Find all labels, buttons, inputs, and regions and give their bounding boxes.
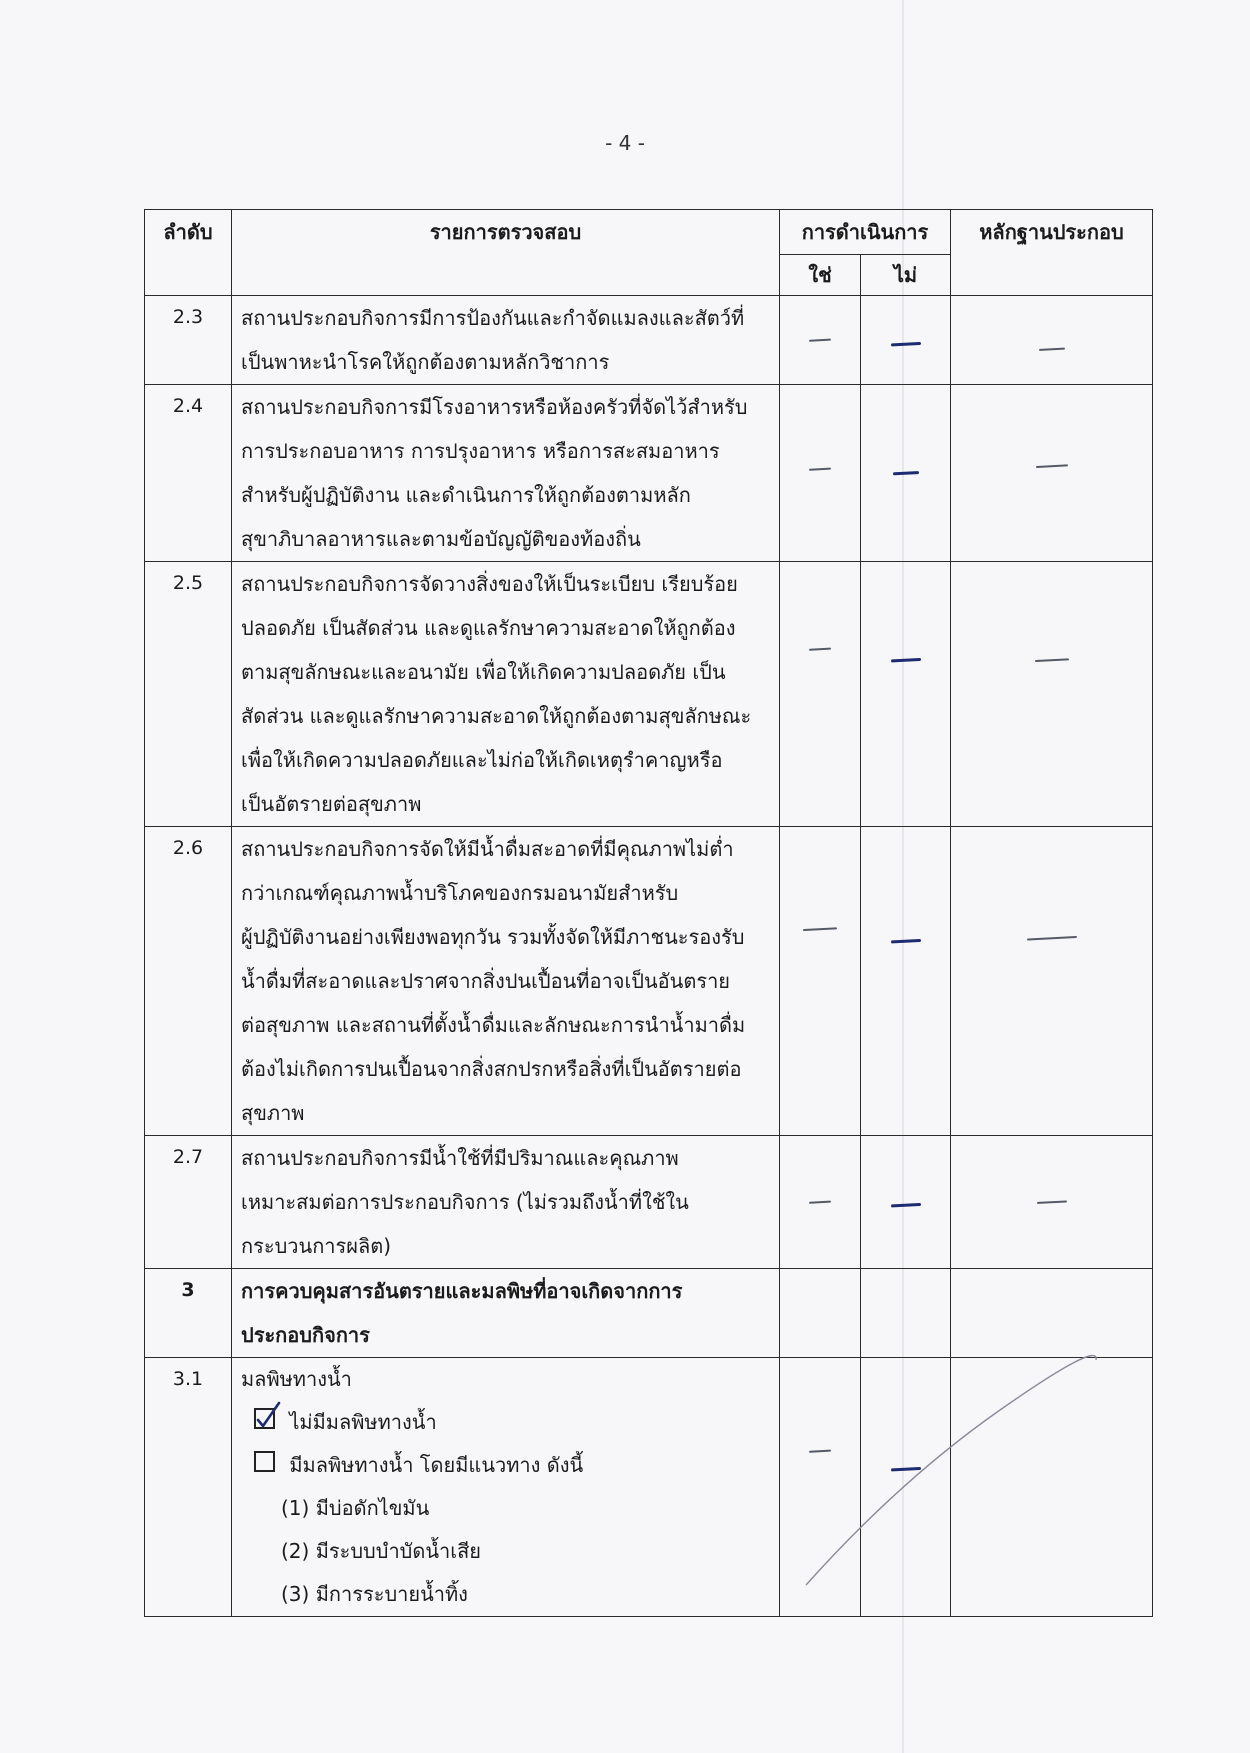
desc-line: กว่าเกณฑ์คุณภาพน้ำบริโภคของกรมอนามัยสำหรับ [241,881,679,905]
desc-line: สถานประกอบกิจการจัดให้มีน้ำดื่มสะอาดที่มีคุณภาพไม่ต่ำ [241,837,734,861]
desc-line: ต้องไม่เกิดการปนเปื้อนจากสิ่งสกปรกหรือสิ่งที่เป็นอัตรายต่อ [241,1057,742,1081]
row-number: 2.7 [145,1136,232,1269]
desc-line: เป็นอัตรายต่อสุขภาพ [241,792,422,816]
desc-line: สถานประกอบกิจการมีการป้องกันและกำจัดแมลงและสัตว์ที่ [241,306,745,330]
desc-line: การควบคุมสารอันตรายและมลพิษที่อาจเกิดจากการ [241,1279,683,1303]
row-number: 2.4 [145,385,232,562]
sub-item: (3) มีการระบายน้ำทิ้ง [281,1582,468,1606]
page-number: - 4 - [605,131,645,155]
desc-line: สุขาภิบาลอาหารและตามข้อบัญญัติของท้องถิ่น [241,527,641,551]
row-number: 2.3 [145,296,232,385]
option-label: มีมลพิษทางน้ำ โดยมีแนวทาง ดังนี้ [289,1453,584,1477]
row-number: 3.1 [145,1358,232,1617]
desc-line: สัดส่วน และดูแลรักษาความสะอาดให้ถูกต้องตามสุขลักษณะ [241,704,752,728]
desc-line: สถานประกอบกิจการมีน้ำใช้ที่มีปริมาณและคุณภาพ [241,1146,679,1170]
section-title: มลพิษทางน้ำ [241,1367,352,1391]
option-label: ไม่มีมลพิษทางน้ำ [289,1410,437,1434]
row-number: 3 [145,1269,232,1358]
desc-line: ประกอบกิจการ [241,1323,370,1347]
desc-line: ตามสุขลักษณะและอนามัย เพื่อให้เกิดความปลอดภัย เป็น [241,660,726,684]
header-yes: ใช่ [780,255,861,296]
desc-line: การประกอบอาหาร การปรุงอาหาร หรือการสะสมอาหาร [241,439,720,463]
header-order: ลำดับ [145,210,232,296]
desc-line: เหมาะสมต่อการประกอบกิจการ (ไม่รวมถึงน้ำที่ใช้ใน [241,1190,689,1214]
desc-line: เป็นพาหะนำโรคให้ถูกต้องตามหลักวิชาการ [241,350,610,374]
desc-line: กระบวนการผลิต) [241,1234,392,1258]
desc-line: ปลอดภัย เป็นสัดส่วน และดูแลรักษาความสะอาดให้ถูกต้อง [241,616,736,640]
desc-line: สถานประกอบกิจการจัดวางสิ่งของให้เป็นระเบียบ เรียบร้อย [241,572,738,596]
sub-item: (1) มีบ่อดักไขมัน [281,1496,430,1520]
header-no: ไม่ [861,255,951,296]
desc-line: สถานประกอบกิจการมีโรงอาหารหรือห้องครัวที่จัดไว้สำหรับ [241,395,748,419]
header-operation: การดำเนินการ [780,210,951,255]
sub-item: (2) มีระบบบำบัดน้ำเสีย [281,1539,482,1563]
header-evidence: หลักฐานประกอบ [951,210,1153,296]
desc-line: สุขภาพ [241,1101,305,1125]
desc-line: สำหรับผู้ปฏิบัติงาน และดำเนินการให้ถูกต้องตามหลัก [241,483,691,507]
desc-line: น้ำดื่มที่สะอาดและปราศจากสิ่งปนเปื้อนที่อาจเป็นอันตราย [241,969,731,993]
row-number: 2.6 [145,827,232,1136]
desc-line: ต่อสุขภาพ และสถานที่ตั้งน้ำดื่มและลักษณะการนำน้ำมาดื่ม [241,1013,746,1037]
desc-line: เพื่อให้เกิดความปลอดภัยและไม่ก่อให้เกิดเหตุรำคาญหรือ [241,748,723,772]
row-number: 2.5 [145,562,232,827]
header-items: รายการตรวจสอบ [232,210,780,296]
desc-line: ผู้ปฏิบัติงานอย่างเพียงพอทุกวัน รวมทั้งจัดให้มีภาชนะรองรับ [241,925,745,949]
